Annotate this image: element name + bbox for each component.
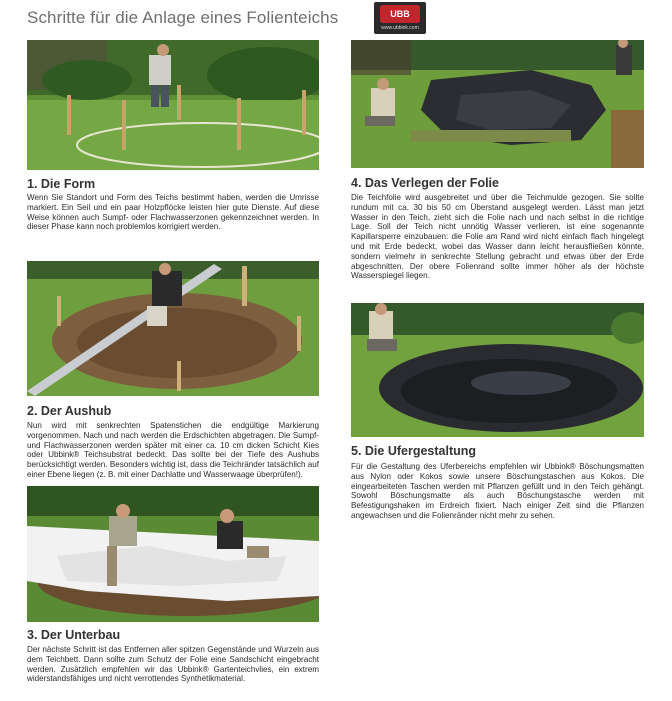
section-5-heading: 5. Die Ufergestaltung — [351, 444, 477, 458]
section-5-text: Für die Gestaltung des Uferbereichs empfehlen wir Ubbink® Böschungsmatten aus Nylon oder Kokos sowie unsere Böschungstaschen aus Kokos. Die eingearbeiteten Taschen werden mit Pflanzen gefüllt und in den Teich gehängt. Sowohl Böschungsmatte als auch Böschungstasche werden mit Befestigungshaken im Erdreich fixiert. Nach einiger Zeit sind die Pflanzen angewachsen und die Folienränder nicht mehr zu sehen. — [351, 462, 644, 520]
photo-step-1-form — [27, 40, 319, 170]
photo-step-2-excavation — [27, 261, 319, 396]
logo-badge: UBB — [380, 5, 420, 23]
section-2-heading: 2. Der Aushub — [27, 404, 112, 418]
section-3-heading: 3. Der Unterbau — [27, 628, 121, 642]
photo-step-3-underlay — [27, 486, 319, 622]
section-1-heading: 1. Die Form — [27, 177, 96, 191]
section-4-heading: 4. Das Verlegen der Folie — [351, 176, 499, 190]
brand-logo — [374, 2, 426, 34]
logo-url: www.ubbink.com — [381, 25, 419, 31]
photo-step-5-bank — [351, 303, 644, 437]
page-title: Schritte für die Anlage eines Folienteichs — [27, 8, 339, 27]
section-3-text: Der nächste Schritt ist das Entfernen aller spitzen Gegenstände und Wurzeln aus dem Teichbett. Dann sollte zum Schutz der Folie eine Sandschicht eingebracht werden. Zusätzlich empfehlen wir das Ubbink® Gartenteichvlies, ein extrem widerstandsfähiges und nicht verrottendes Synthetikmaterial. — [27, 645, 319, 684]
section-1-text: Wenn Sie Standort und Form des Teichs bestimmt haben, werden die Umrisse markiert. Ein Seil und ein paar Holzpflöcke leisten hier gute Dienste. Auf diese Weise können auch Sumpf- oder Flachwasserzonen gekennzeichnet werden. In dieser Phase kann noch problemlos korrigiert werden. — [27, 193, 319, 232]
section-4-text: Die Teichfolie wird ausgebreitet und über die Teichmulde gezogen. Sie sollte rundum mit ca. 30 bis 50 cm Überstand ausgelegt werden. Lässt man jetzt Wasser in den Teich, zieht sich die Folie nach und nach selbst in die richtige Lage. Soll der Teich nicht unnötig Wasser verlieren, ist eine sogenannte Kapillarsperre einzubauen: die Folie am Rand wird nicht einfach flach hingelegt und mit Erde bedeckt, wobei das Wasser dann leicht herausfließen könnte, sondern vielmehr in senkrechte Stellung gebracht und etwas über der Erde abgeschnitten. Der obere Folienrand sollte immer höher als der höchste Wasserspiegel liegen. — [351, 193, 644, 281]
section-2-text: Nun wird mit senkrechten Spatenstichen die endgültige Markierung vorgenommen. Nach und nach werden die Erdschichten abgetragen. Die Sumpf- und Flachwasserzonen werden später mit einer ca. 10 cm dicken Schicht Kies oder Ubbink® Teichsubstrat bedeckt. Das sollte bei der Tiefe des Aushubs berücksichtigt werden. Besonders wichtig ist, dass die Teichränder tatsächlich auf einer Ebene liegen (z. B. mit einer Dachlatte und Wasserwaage überprüfen!). — [27, 421, 319, 479]
photo-step-4-liner — [351, 40, 644, 168]
